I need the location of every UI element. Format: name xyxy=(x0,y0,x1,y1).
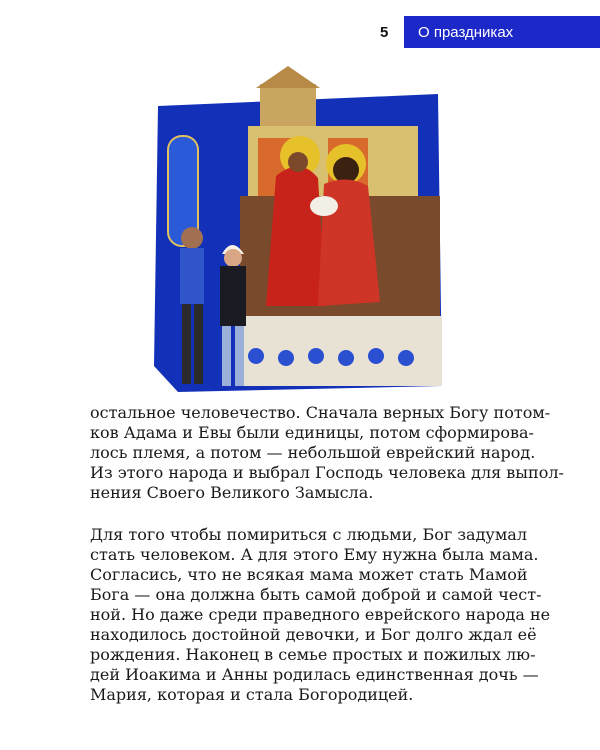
text-line: рождения. Наконец в семье простых и пожилых лю- xyxy=(90,645,536,664)
page-number: 5 xyxy=(380,23,389,41)
paragraph-1 xyxy=(90,403,564,503)
icon-painting-presentation-of-virgin-mary xyxy=(148,66,444,396)
text-line: Согласись, что не всякая мама может стать Мамой xyxy=(90,565,528,584)
text-line: нения Своего Великого Замысла. xyxy=(90,483,374,502)
text-line: ной. Но даже среди праведного еврейского народа не xyxy=(90,605,551,624)
section-header-band xyxy=(404,16,600,48)
text-line: находилось достойной девочки, и Бог долго ждал её xyxy=(90,625,537,644)
text-line: Мария, которая и стала Богородицей. xyxy=(90,685,414,704)
text-line: дей Иоакима и Анны родилась единственная дочь — xyxy=(90,665,539,684)
text-line: Для того чтобы помириться с людьми, Бог задумал xyxy=(90,525,527,544)
paragraph-2 xyxy=(90,525,551,705)
text-line: Из этого народа и выбрал Господь человека для выпол- xyxy=(90,463,564,482)
text-line: остальное человечество. Сначала верных Богу потом- xyxy=(90,403,551,422)
text-line: ков Адама и Евы были единицы, потом сформирова- xyxy=(90,423,534,442)
section-title: О праздниках xyxy=(418,23,514,41)
text-line: лось племя, а потом — небольшой еврейский народ. xyxy=(90,443,536,462)
text-line: Бога — она должна быть самой доброй и самой чест- xyxy=(90,585,542,604)
text-line: стать человеком. А для этого Ему нужна была мама. xyxy=(90,545,539,564)
